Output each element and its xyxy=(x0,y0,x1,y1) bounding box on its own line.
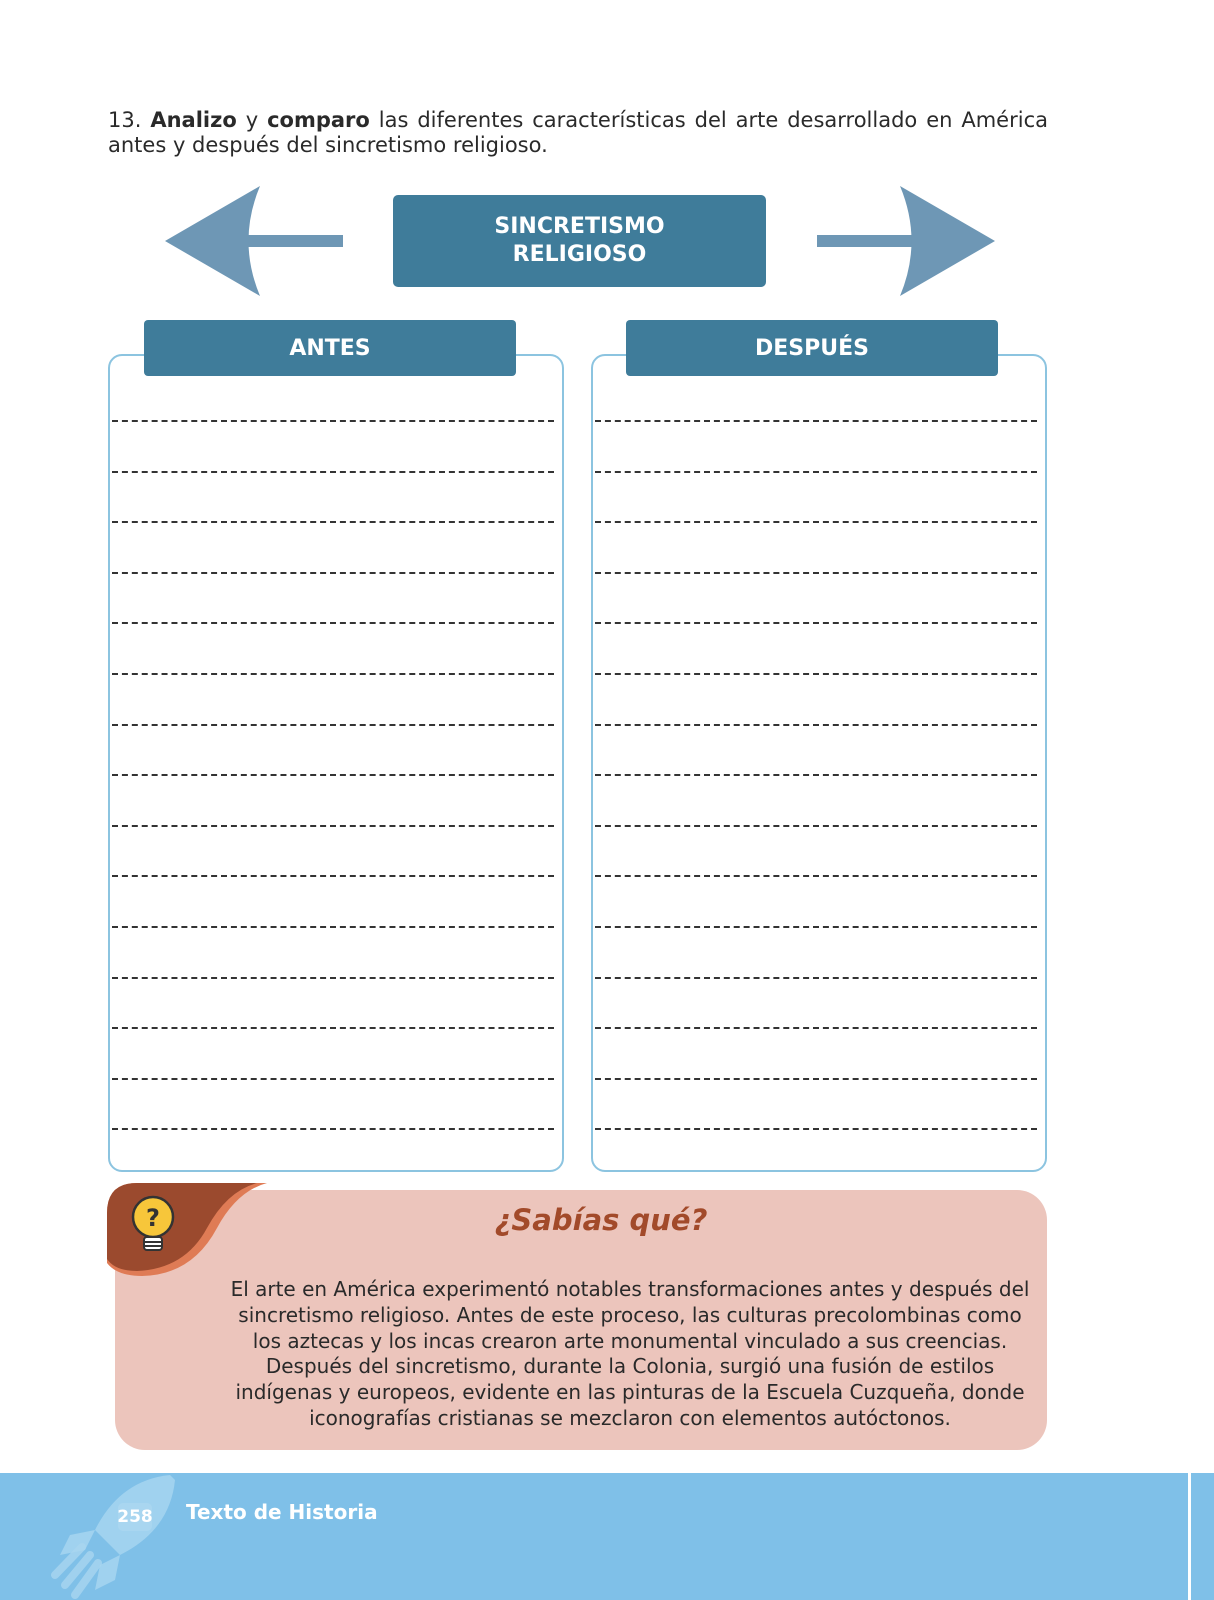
despues-header-label: DESPUÉS xyxy=(755,335,869,361)
despues-lines xyxy=(593,356,1045,1170)
sabias-que-title: ¿Sabías qué? xyxy=(494,1203,708,1237)
writing-line xyxy=(595,977,1037,979)
writing-line xyxy=(595,673,1037,675)
writing-line xyxy=(112,1078,554,1080)
activity-number: 13. xyxy=(108,108,142,132)
writing-line xyxy=(595,774,1037,776)
diagram-title-line2: RELIGIOSO xyxy=(512,242,647,267)
writing-line xyxy=(112,521,554,523)
writing-line xyxy=(595,471,1037,473)
antes-header-label: ANTES xyxy=(289,335,371,361)
writing-line xyxy=(595,1027,1037,1029)
footer-edge-strip xyxy=(1188,1473,1191,1600)
writing-line xyxy=(112,825,554,827)
writing-line xyxy=(595,825,1037,827)
antes-writing-area[interactable] xyxy=(108,354,564,1172)
instruction-verb-analizo: Analizo xyxy=(150,108,237,132)
diagram-title-line1: SINCRETISMO xyxy=(494,214,665,239)
writing-line xyxy=(112,572,554,574)
writing-line xyxy=(112,1027,554,1029)
antes-header xyxy=(144,320,516,376)
diagram-title-box xyxy=(393,195,766,287)
arrow-left-icon xyxy=(165,186,345,296)
rocket-icon xyxy=(50,1475,180,1600)
arrow-right-icon xyxy=(815,186,995,296)
sabias-que-text: El arte en América experimentó notables transformaciones antes y después del sincretismo religioso. Antes de este proceso, las culturas precolombinas como los aztecas y los incas crearon arte monumental vinculado a sus creencias. Después del sincretismo, durante la Colonia, surgió una fusión de estilos indígenas y europeos, evidente en las pinturas de la Escuela Cuzqueña, donde iconografías cristianas se mezclaron con elementos autóctonos. xyxy=(230,1277,1030,1430)
despues-writing-area[interactable] xyxy=(591,354,1047,1172)
writing-line xyxy=(112,774,554,776)
page-number: 258 xyxy=(118,1503,152,1531)
instruction-verb-comparo: comparo xyxy=(267,108,370,132)
writing-line xyxy=(112,420,554,422)
writing-line xyxy=(112,926,554,928)
writing-line xyxy=(112,977,554,979)
writing-line xyxy=(595,1128,1037,1130)
despues-header xyxy=(626,320,998,376)
writing-line xyxy=(595,622,1037,624)
writing-line xyxy=(595,572,1037,574)
writing-line xyxy=(595,724,1037,726)
writing-line xyxy=(112,724,554,726)
writing-line xyxy=(595,1078,1037,1080)
writing-line xyxy=(595,926,1037,928)
writing-line xyxy=(112,1128,554,1130)
writing-line xyxy=(112,471,554,473)
instruction-connector: y xyxy=(245,108,259,132)
writing-line xyxy=(112,673,554,675)
book-title: Texto de Historia xyxy=(186,1500,378,1524)
writing-line xyxy=(112,875,554,877)
writing-line xyxy=(595,521,1037,523)
writing-line xyxy=(595,420,1037,422)
activity-instruction xyxy=(108,108,1048,158)
page-footer xyxy=(0,1473,1214,1600)
antes-lines xyxy=(110,356,562,1170)
writing-line xyxy=(112,622,554,624)
instruction-text: las diferentes características del arte desarrollado en América antes y después del sincretismo religioso. xyxy=(108,108,1048,157)
svg-text:?: ? xyxy=(146,1204,160,1232)
writing-line xyxy=(595,875,1037,877)
